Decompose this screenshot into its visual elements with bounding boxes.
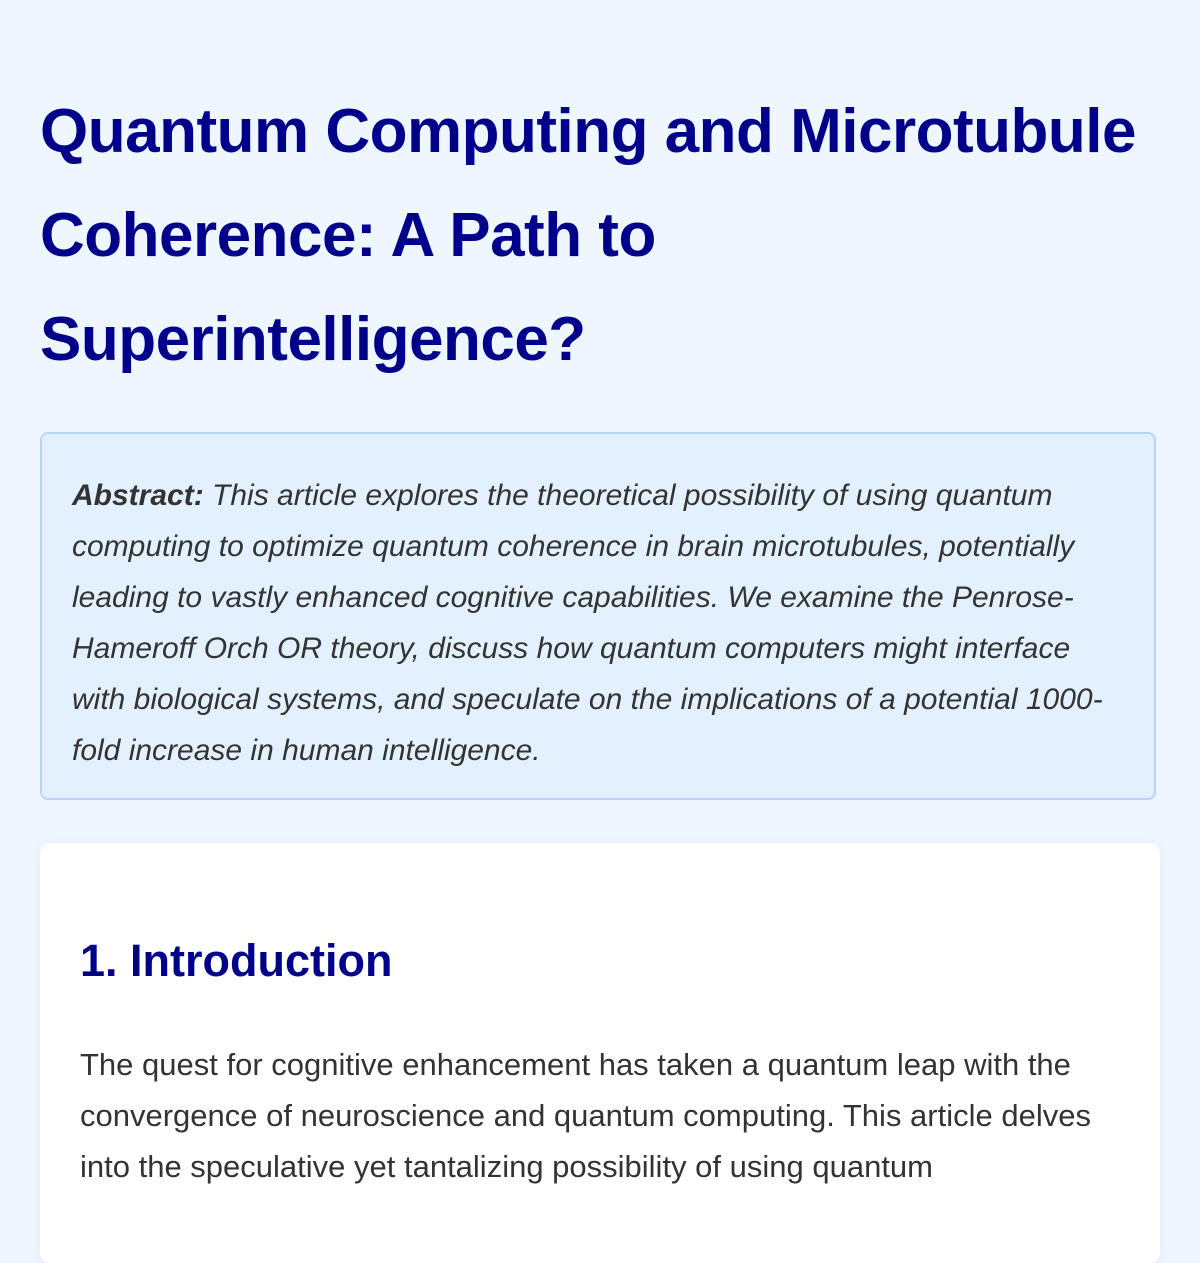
abstract-label: Abstract: xyxy=(72,479,204,512)
introduction-section xyxy=(40,843,1160,1263)
section-heading: 1. Introduction xyxy=(80,935,393,986)
abstract-text: This article explores the theoretical possibility of using quantum computing to optimize quantum coherence in brain microtubules, potentially leading to vastly enhanced cognitive capabilities. We examine the Penrose-Hameroff Orch OR theory, discuss how quantum computers might interface with biological systems, and speculate on the implications of a potential 1000-fold increase in human intelligence. xyxy=(72,479,1103,767)
abstract-box xyxy=(40,432,1156,800)
section-paragraph: The quest for cognitive enhancement has taken a quantum leap with the convergence of neuroscience and quantum computing. This article delves into the speculative yet tantalizing possibility of using quantum xyxy=(80,1047,1091,1184)
article-title: Quantum Computing and Microtubule Coherence: A Path to Superintelligence? xyxy=(40,97,1136,374)
article xyxy=(40,0,1160,1184)
